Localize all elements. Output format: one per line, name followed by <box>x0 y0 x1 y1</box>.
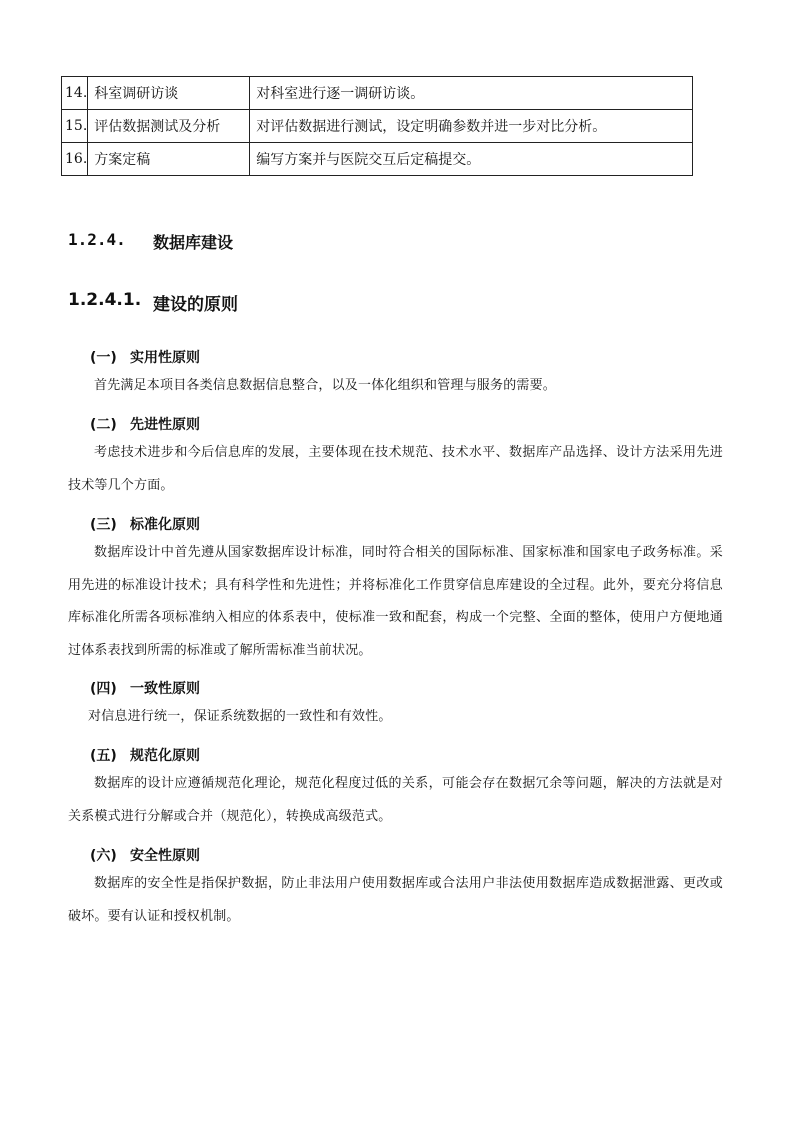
principle-advancement <box>68 413 723 502</box>
step-description: 编写方案并与医院交互后定稿提交。 <box>250 143 693 176</box>
principle-heading <box>68 513 723 537</box>
principle-label: (二) <box>90 417 117 433</box>
heading-title: 建设的原则 <box>153 295 238 315</box>
step-description: 对科室进行逐一调研访谈。 <box>250 77 693 110</box>
principle-label: (三) <box>90 517 117 533</box>
principle-body: 数据库的安全性是指保护数据，防止非法用户使用数据库或合法用户非法使用数据库造成数据泄露、更改或破坏。要有认证和授权机制。 <box>68 876 723 924</box>
principle-heading <box>68 844 723 868</box>
principle-normalization <box>68 744 723 833</box>
principle-label: (一) <box>90 350 117 366</box>
heading-number: 1.2.4. <box>68 230 126 249</box>
table-row <box>62 77 693 110</box>
principle-security <box>68 844 723 933</box>
principle-label: (四) <box>90 681 117 697</box>
principle-label: (五) <box>90 748 117 764</box>
principle-title: 实用性原则 <box>130 350 200 366</box>
step-name: 方案定稿 <box>88 143 250 176</box>
principle-title: 标准化原则 <box>130 517 200 533</box>
table-row <box>62 110 693 143</box>
principle-practicality <box>68 346 723 403</box>
principle-body: 数据库设计中首先遵从国家数据库设计标准，同时符合相关的国际标准、国家标准和国家电子政务标准。采用先进的标准设计技术；具有科学性和先进性；并将标准化工作贯穿信息库建设的全过程。此外，要充分将信息库标准化所需各项标准纳入相应的体系表中，使标准一致和配套，构成一个完整、全面的整体，使用户方便地通过体系表找到所需的标准或了解所需标准当前状况。 <box>68 545 723 658</box>
process-steps-table <box>61 76 693 176</box>
principle-body: 考虑技术进步和今后信息库的发展，主要体现在技术规范、技术水平、数据库产品选择、设计方法采用先进技术等几个方面。 <box>68 445 723 493</box>
heading-title: 数据库建设 <box>153 233 234 252</box>
principle-consistency <box>68 677 723 734</box>
step-number: 16. <box>62 143 88 176</box>
principle-body: 首先满足本项目各类信息数据信息整合，以及一体化组织和管理与服务的需要。 <box>94 378 557 393</box>
principle-body: 对信息进行统一，保证系统数据的一致性和有效性。 <box>88 709 392 724</box>
principle-title: 规范化原则 <box>130 748 200 764</box>
table-row <box>62 143 693 176</box>
principle-standardization <box>68 513 723 667</box>
step-name: 科室调研访谈 <box>88 77 250 110</box>
section-heading-1-2-4 <box>68 230 234 252</box>
principle-body: 数据库的设计应遵循规范化理论，规范化程度过低的关系，可能会存在数据冗余等问题，解决的方法就是对关系模式进行分解或合并（规范化），转换成高级范式。 <box>68 776 723 824</box>
principle-title: 一致性原则 <box>130 681 200 697</box>
step-description: 对评估数据进行测试，设定明确参数并进一步对比分析。 <box>250 110 693 143</box>
section-heading-1-2-4-1 <box>68 290 238 315</box>
principle-title: 先进性原则 <box>130 417 200 433</box>
principle-heading <box>68 744 723 768</box>
step-name: 评估数据测试及分析 <box>88 110 250 143</box>
heading-number: 1.2.4.1. <box>68 290 142 310</box>
principle-label: (六) <box>90 848 117 864</box>
principle-heading <box>68 413 723 437</box>
principle-title: 安全性原则 <box>130 848 200 864</box>
step-number: 14. <box>62 77 88 110</box>
principle-heading <box>68 346 723 370</box>
step-number: 15. <box>62 110 88 143</box>
principle-heading <box>68 677 723 701</box>
